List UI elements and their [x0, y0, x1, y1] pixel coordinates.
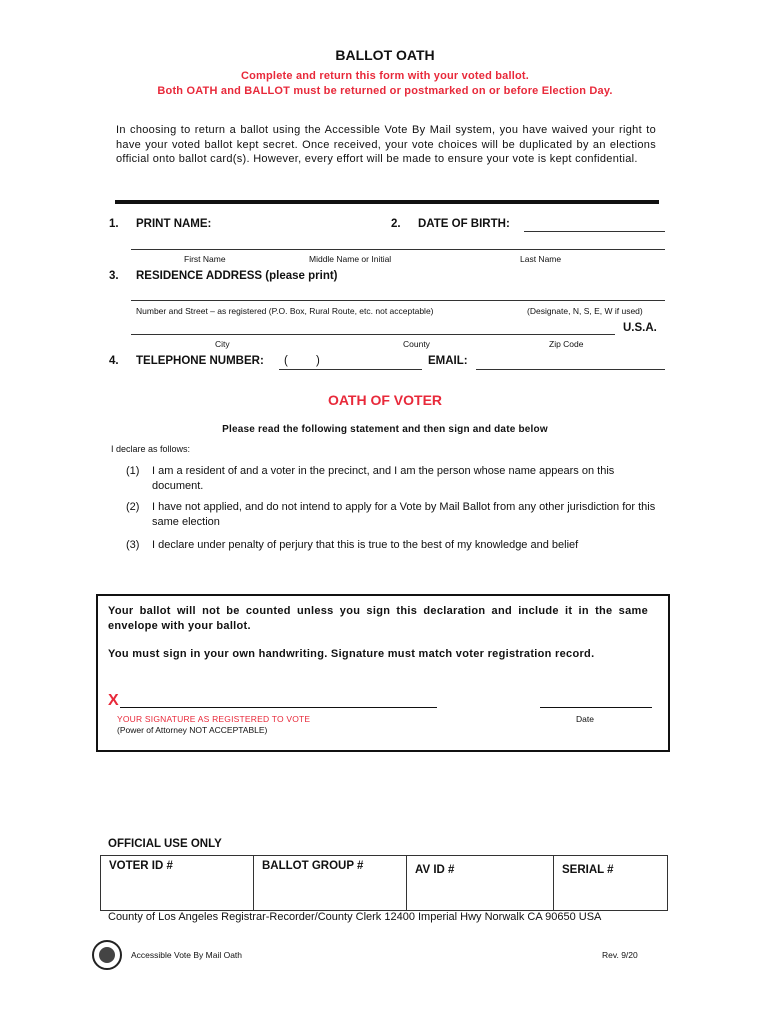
print-name-label: PRINT NAME:	[136, 218, 212, 230]
oath-item-number: (3)	[126, 539, 140, 551]
intro-paragraph: In choosing to return a ballot using the Accessible Vote By Mail system, you have waived your right to have your voted ballot kept secret. Once received, your vote choices will be duplicated by an elections official onto ballot card(s). However, every effort will be made to ensure your vote is kept confidential.	[116, 124, 656, 165]
street-field[interactable]	[131, 300, 665, 301]
field-number-2: 2.	[391, 218, 401, 230]
telephone-field[interactable]	[279, 369, 422, 370]
city-county-zip-field[interactable]	[131, 334, 615, 335]
signature-caption: YOUR SIGNATURE AS REGISTERED TO VOTE	[117, 714, 311, 724]
date-field[interactable]	[540, 707, 652, 708]
oath-item-text: I declare under penalty of perjury that this is true to the best of my knowledge and belief	[152, 539, 579, 551]
serial-cell[interactable]: SERIAL #	[554, 856, 668, 911]
phone-paren-close: )	[316, 355, 320, 367]
form-name: Accessible Vote By Mail Oath	[131, 950, 243, 960]
email-field[interactable]	[476, 369, 665, 370]
voter-id-cell[interactable]: VOTER ID #	[101, 856, 254, 911]
field-number-3: 3.	[109, 270, 119, 282]
section-divider	[115, 200, 659, 204]
phone-paren-open: (	[284, 355, 288, 367]
signature-x-mark: X	[108, 692, 119, 709]
official-use-heading: OFFICIAL USE ONLY	[108, 838, 222, 850]
oath-heading: OATH OF VOTER	[327, 392, 443, 408]
city-caption: City	[215, 339, 230, 349]
form-subtitle-2: Both OATH and BALLOT must be returned or postmarked on or before Election Day.	[157, 85, 613, 97]
av-id-cell[interactable]: AV ID #	[407, 856, 554, 911]
date-caption: Date	[576, 714, 594, 724]
footer-address: County of Los Angeles Registrar-Recorder/County Clerk 12400 Imperial Hwy Norwalk CA 90650 USA	[108, 911, 602, 923]
oath-item-text: I have not applied, and do not intend to apply for a Vote by Mail Ballot from any other jurisdiction for this same election	[152, 501, 656, 528]
declare-intro: I declare as follows:	[111, 444, 191, 454]
form-title: BALLOT OATH	[335, 47, 435, 63]
county-seal-center	[99, 947, 115, 963]
ballot-group-cell[interactable]: BALLOT GROUP #	[254, 856, 407, 911]
oath-item-number: (2)	[126, 501, 140, 513]
telephone-label: TELEPHONE NUMBER:	[136, 355, 264, 367]
signature-warning: Your ballot will not be counted unless you sign this declaration and include it in the same envelope with your ballot.	[108, 605, 648, 632]
zip-caption: Zip Code	[549, 339, 584, 349]
last-name-caption: Last Name	[520, 254, 562, 264]
middle-name-caption: Middle Name or Initial	[309, 254, 392, 264]
signature-field[interactable]	[120, 707, 437, 708]
county-caption: County	[403, 339, 430, 349]
oath-item-text: I am a resident of and a voter in the precinct, and I am the person whose name appears on this document.	[152, 465, 615, 492]
dob-label: DATE OF BIRTH:	[418, 218, 510, 230]
country-label: U.S.A.	[623, 322, 657, 334]
first-name-caption: First Name	[184, 254, 226, 264]
poa-caption: (Power of Attorney NOT ACCEPTABLE)	[117, 725, 268, 735]
oath-instruction: Please read the following statement and then sign and date below	[222, 424, 548, 435]
dob-field[interactable]	[524, 231, 665, 232]
designate-caption: (Designate, N, S, E, W if used)	[527, 306, 643, 316]
name-field[interactable]	[131, 249, 665, 250]
field-number-4: 4.	[109, 355, 119, 367]
field-number-1: 1.	[109, 218, 119, 230]
email-label: EMAIL:	[428, 355, 468, 367]
residence-label: RESIDENCE ADDRESS (please print)	[136, 270, 338, 282]
form-subtitle-1: Complete and return this form with your voted ballot.	[240, 70, 530, 82]
official-use-table	[100, 855, 668, 911]
revision-label: Rev. 9/20	[602, 950, 638, 960]
handwriting-notice: You must sign in your own handwriting. Signature must match voter registration record.	[108, 648, 595, 660]
street-caption: Number and Street – as registered (P.O. Box, Rural Route, etc. not acceptable)	[136, 306, 434, 316]
oath-item-number: (1)	[126, 465, 140, 477]
